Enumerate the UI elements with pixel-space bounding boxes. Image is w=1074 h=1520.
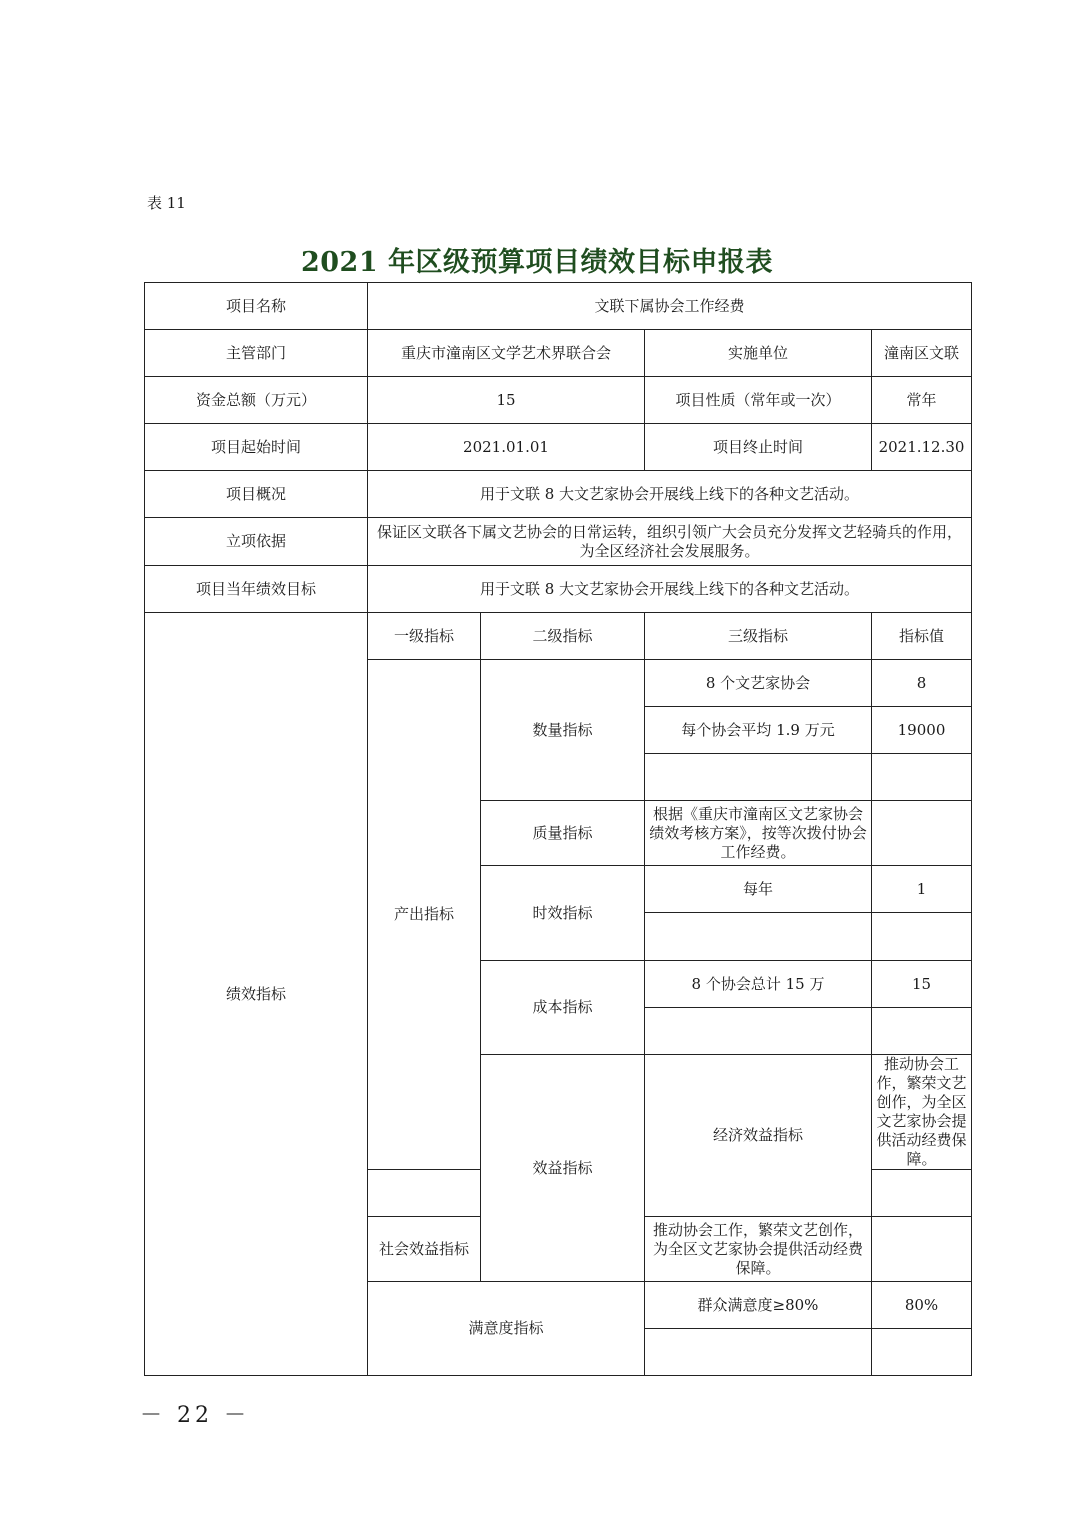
table-row <box>145 518 972 566</box>
cost-indicator-label: 成本指标 <box>481 961 645 1055</box>
quantity-value-1: 8 <box>872 660 972 707</box>
goal-label: 项目当年绩效目标 <box>145 566 368 613</box>
start-time-value: 2021.01.01 <box>368 424 645 471</box>
table-row <box>145 377 972 424</box>
quantity-value-2: 19000 <box>872 707 972 754</box>
satisfaction-value: 80% <box>872 1282 972 1329</box>
header-value: 指标值 <box>872 613 972 660</box>
basis-value: 保证区文联各下属文艺协会的日常运转，组织引领广大会员充分发挥文艺轻骑兵的作用，为全区经济社会发展服务。 <box>368 518 972 566</box>
timeliness-item: 每年 <box>645 866 872 913</box>
timeliness-value: 1 <box>872 866 972 913</box>
dept-value: 重庆市潼南区文学艺术界联合会 <box>368 330 645 377</box>
dept-label: 主管部门 <box>145 330 368 377</box>
nature-value: 常年 <box>872 377 972 424</box>
empty-cell <box>872 801 972 866</box>
overview-value: 用于文联 8 大文艺家协会开展线上线下的各种文艺活动。 <box>368 471 972 518</box>
impl-unit-value: 潼南区文联 <box>872 330 972 377</box>
cost-item: 8 个协会总计 15 万 <box>645 961 872 1008</box>
basis-label: 立项依据 <box>145 518 368 566</box>
empty-cell <box>872 1008 972 1055</box>
quantity-item-2: 每个协会平均 1.9 万元 <box>645 707 872 754</box>
impl-unit-label: 实施单位 <box>645 330 872 377</box>
empty-cell <box>645 1008 872 1055</box>
table-row <box>145 566 972 613</box>
quality-item: 根据《重庆市潼南区文艺家协会绩效考核方案》，按等次拨付协会工作经费。 <box>645 801 872 866</box>
end-time-label: 项目终止时间 <box>645 424 872 471</box>
start-time-label: 项目起始时间 <box>145 424 368 471</box>
empty-cell <box>368 1170 481 1217</box>
page-title: 2021 年区级预算项目绩效目标申报表 <box>300 247 774 278</box>
header-level1: 一级指标 <box>368 613 481 660</box>
quantity-indicator-label: 数量指标 <box>481 660 645 801</box>
table-number-label: 表 11 <box>147 194 186 212</box>
table-row <box>145 613 972 660</box>
page-number: － 22 － <box>140 1403 250 1428</box>
amount-label: 资金总额（万元） <box>145 377 368 424</box>
timeliness-indicator-label: 时效指标 <box>481 866 645 961</box>
amount-value: 15 <box>368 377 645 424</box>
benefit-indicator-label: 效益指标 <box>481 1055 645 1282</box>
quality-indicator-label: 质量指标 <box>481 801 645 866</box>
empty-cell <box>872 754 972 801</box>
economic-benefit-item: 推动协会工作，繁荣文艺创作，为全区文艺家协会提供活动经费保障。 <box>872 1055 972 1170</box>
output-indicator-label: 产出指标 <box>368 660 481 1170</box>
empty-cell <box>872 913 972 961</box>
social-benefit-item: 推动协会工作，繁荣文艺创作，为全区文艺家协会提供活动经费保障。 <box>645 1217 872 1282</box>
cost-value: 15 <box>872 961 972 1008</box>
satisfaction-item: 群众满意度≥80% <box>645 1282 872 1329</box>
empty-cell <box>645 913 872 961</box>
end-time-value: 2021.12.30 <box>872 424 972 471</box>
table-row <box>145 471 972 518</box>
indicators-section-label: 绩效指标 <box>145 613 368 1376</box>
empty-cell <box>872 1170 972 1217</box>
empty-cell <box>645 1329 872 1376</box>
satisfaction-indicator-label: 满意度指标 <box>368 1282 645 1376</box>
performance-target-table <box>144 282 972 1376</box>
quantity-item-1: 8 个文艺家协会 <box>645 660 872 707</box>
project-name-value: 文联下属协会工作经费 <box>368 283 972 330</box>
project-name-label: 项目名称 <box>145 283 368 330</box>
empty-cell <box>872 1329 972 1376</box>
header-level3: 三级指标 <box>645 613 872 660</box>
table-row <box>145 424 972 471</box>
table-row <box>145 330 972 377</box>
empty-cell <box>645 754 872 801</box>
empty-cell <box>872 1217 972 1282</box>
goal-value: 用于文联 8 大文艺家协会开展线上线下的各种文艺活动。 <box>368 566 972 613</box>
table-row <box>145 283 972 330</box>
overview-label: 项目概况 <box>145 471 368 518</box>
social-benefit-label: 社会效益指标 <box>368 1217 481 1282</box>
nature-label: 项目性质（常年或一次） <box>645 377 872 424</box>
header-level2: 二级指标 <box>481 613 645 660</box>
economic-benefit-label: 经济效益指标 <box>645 1055 872 1217</box>
